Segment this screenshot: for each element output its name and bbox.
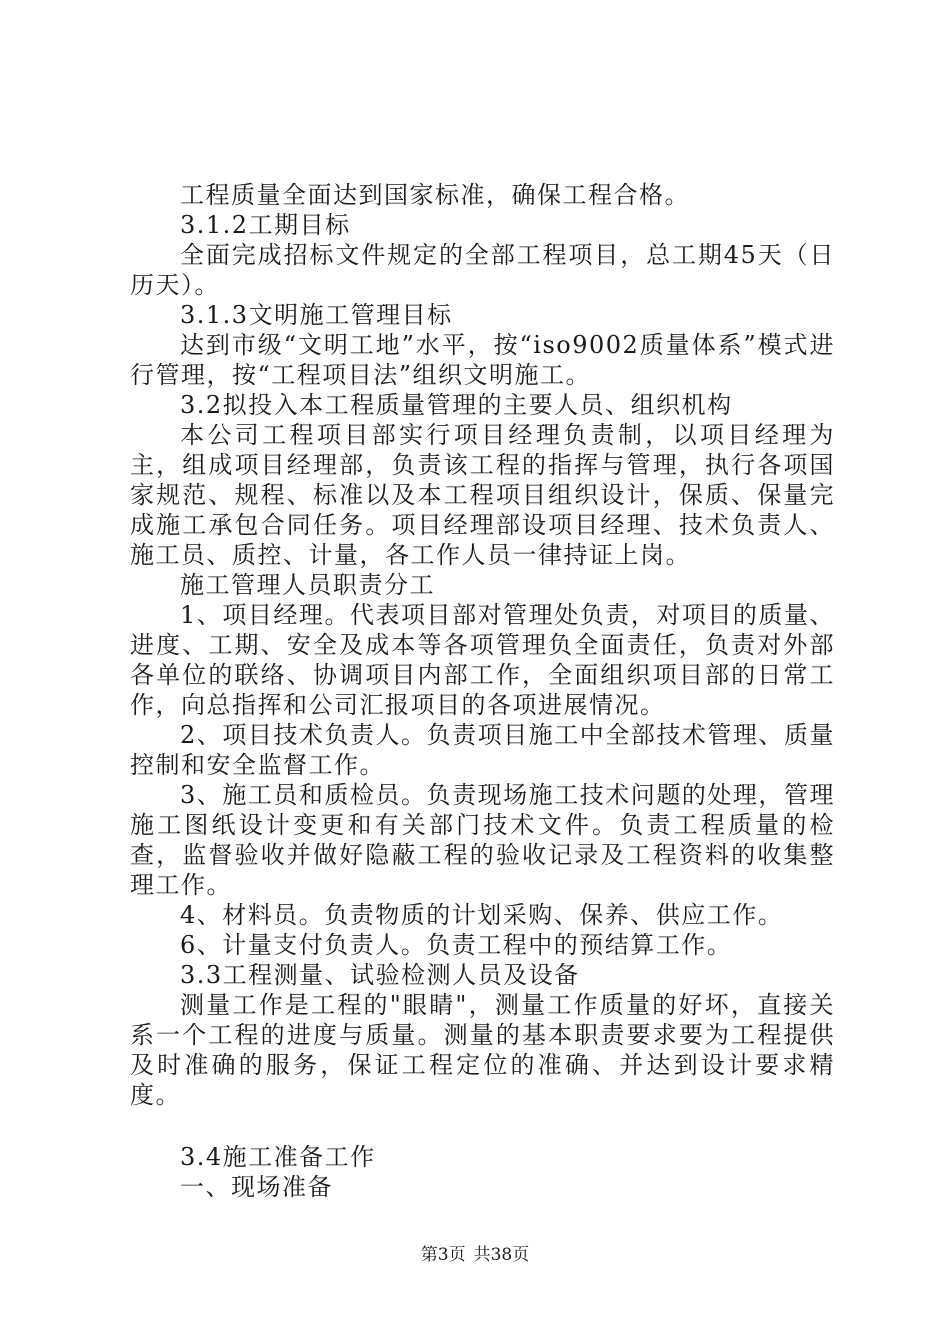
heading-3-1-3: 3.1.3文明施工管理目标	[180, 301, 453, 329]
page-footer	[0, 1244, 950, 1266]
paragraph-materials-officer: 4、材料员。负责物质的计划采购、保养、供应工作。	[180, 901, 784, 929]
heading-3-3: 3.3工程测量、试验检测人员及设备	[180, 961, 580, 989]
paragraph-schedule: 全面完成招标文件规定的全部工程项目，总工期45天（日历天）。	[130, 241, 835, 299]
paragraph-project-department: 本公司工程项目部实行项目经理负责制，以项目经理为主，组成项目经理部，负责该工程的指挥与管理，执行各项国家规范、规程、标准以及本工程项目组织设计，保质、保量完成施工承包合同任务。项目经理部设项目经理、技术负责人、施工员、质控、计量，各工作人员一律持证上岗。	[130, 421, 835, 569]
document-body	[130, 180, 835, 1202]
paragraph-surveying: 测量工作是工程的"眼睛"，测量工作质量的好坏，直接关系一个工程的进度与质量。测量的基本职责要求要为工程提供及时准确的服务，保证工程定位的准确、并达到设计要求精度。	[130, 991, 835, 1109]
heading-responsibilities: 施工管理人员职责分工	[180, 571, 435, 599]
heading-3-1-2: 3.1.2工期目标	[180, 211, 351, 239]
heading-3-4: 3.4施工准备工作	[180, 1143, 376, 1171]
heading-site-preparation: 一、现场准备	[180, 1173, 333, 1201]
page-total: 共38页	[473, 1245, 530, 1265]
paragraph-project-manager: 1、项目经理。代表项目部对管理处负责，对项目的质量、进度、工期、安全及成本等各项管理负全面责任，负责对外部各单位的联络、协调项目内部工作，全面组织项目部的日常工作，向总指挥和公司汇报项目的各项进展情况。	[130, 601, 835, 719]
paragraph-quality-goal: 工程质量全面达到国家标准，确保工程合格。	[180, 181, 690, 209]
paragraph-civilized-construction: 达到市级“文明工地”水平，按“iso9002质量体系”模式进行管理，按“工程项目法”组织文明施工。	[130, 331, 835, 389]
paragraph-construction-inspector: 3、施工员和质检员。负责现场施工技术问题的处理，管理施工图纸设计变更和有关部门技术文件。负责工程质量的检查，监督验收并做好隐蔽工程的验收记录及工程资料的收集整理工作。	[130, 781, 835, 899]
heading-3-2: 3.2拟投入本工程质量管理的主要人员、组织机构	[180, 391, 733, 419]
paragraph-technical-lead: 2、项目技术负责人。负责项目施工中全部技术管理、质量控制和安全监督工作。	[130, 721, 835, 779]
paragraph-payment-officer: 6、计量支付负责人。负责工程中的预结算工作。	[180, 931, 733, 959]
paragraph-gap	[130, 1110, 835, 1142]
page-number: 第3页	[420, 1245, 466, 1265]
